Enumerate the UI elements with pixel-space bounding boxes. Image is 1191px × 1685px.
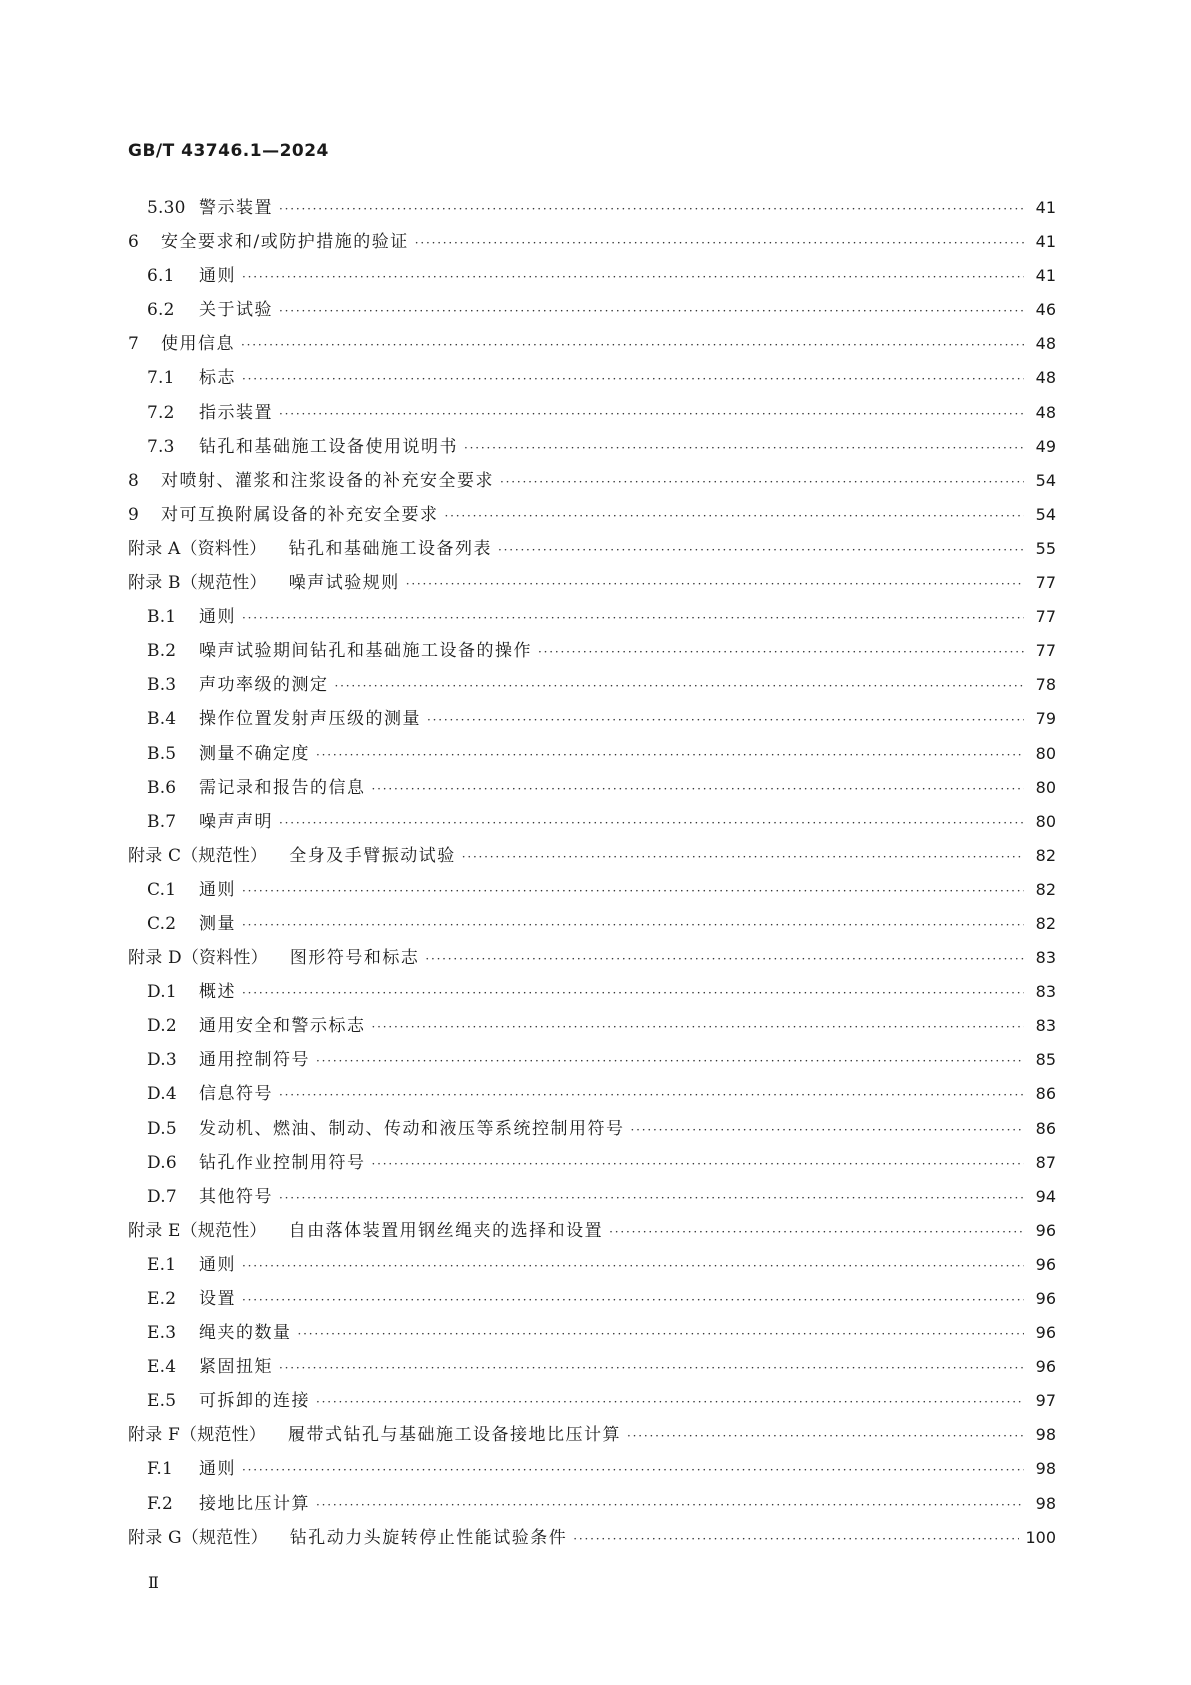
toc-entry-page: 78 [1035, 675, 1056, 695]
toc-entry[interactable] [128, 773, 1056, 807]
toc-entry[interactable] [128, 1454, 1056, 1488]
toc-entry-title: 绳夹的数量 [199, 1323, 292, 1344]
toc-entry-number: 附录 F（规范性） [128, 1425, 266, 1446]
toc-entry[interactable] [128, 1386, 1056, 1420]
toc-dot-leader [372, 782, 1025, 796]
toc-entry[interactable] [128, 500, 1056, 534]
toc-entry[interactable] [128, 1114, 1056, 1148]
toc-entry-title: 信息符号 [199, 1084, 273, 1105]
toc-dot-leader [242, 372, 1024, 386]
toc-entry-page: 54 [1035, 504, 1056, 524]
toc-entry-page: 96 [1035, 1254, 1056, 1274]
toc-entry-number: B.1 [147, 607, 177, 628]
toc-entry-title: 设置 [199, 1289, 236, 1309]
toc-dot-leader [464, 441, 1024, 455]
toc-dot-leader [627, 1429, 1024, 1443]
toc-entry-number: F.1 [147, 1459, 173, 1480]
toc-entry-page: 98 [1035, 1493, 1056, 1513]
toc-entry-page: 79 [1035, 709, 1056, 729]
toc-entry[interactable] [128, 875, 1056, 909]
toc-entry-page: 77 [1035, 641, 1056, 661]
toc-entry-page: 96 [1035, 1220, 1056, 1240]
toc-entry[interactable] [128, 1011, 1056, 1045]
toc-entry-number: E.2 [147, 1289, 177, 1309]
toc-entry[interactable] [128, 1318, 1056, 1352]
toc-entry-page: 98 [1035, 1459, 1056, 1479]
toc-entry-number: 8 [128, 470, 140, 491]
toc-entry-page: 83 [1035, 982, 1056, 1002]
toc-entry-number: 7 [128, 334, 140, 355]
toc-entry-title: 使用信息 [161, 334, 235, 355]
toc-dot-leader [316, 1395, 1024, 1409]
toc-entry[interactable] [128, 1352, 1056, 1386]
toc-entry[interactable] [128, 534, 1056, 568]
toc-entry-title: 通则 [199, 266, 236, 287]
toc-entry-page: 77 [1035, 573, 1056, 593]
toc-dot-leader [279, 816, 1024, 830]
document-header: GB/T 43746.1—2024 [128, 141, 329, 161]
toc-entry-title: 通则 [199, 1254, 236, 1275]
toc-dot-leader [538, 645, 1024, 659]
toc-dot-leader [316, 1498, 1024, 1512]
toc-entry-page: 82 [1035, 913, 1056, 933]
toc-entry[interactable] [128, 977, 1056, 1011]
toc-entry[interactable] [128, 1148, 1056, 1182]
toc-entry[interactable] [128, 432, 1056, 466]
toc-entry-number: 9 [128, 504, 140, 525]
toc-entry[interactable] [128, 1250, 1056, 1284]
toc-dot-leader [425, 952, 1024, 966]
toc-dot-leader [372, 1157, 1025, 1171]
toc-entry-page: 86 [1035, 1118, 1056, 1138]
toc-entry-title: 可拆卸的连接 [199, 1391, 310, 1412]
toc-entry-page: 41 [1035, 198, 1056, 217]
toc-entry-number: 5.30 [147, 198, 186, 218]
toc-dot-leader [500, 475, 1024, 489]
toc-entry-title: 紧固扭矩 [199, 1357, 273, 1378]
toc-entry-number: E.4 [147, 1357, 177, 1378]
toc-entry[interactable] [128, 670, 1056, 704]
toc-entry-page: 87 [1035, 1152, 1056, 1172]
toc-entry-number: 6.2 [147, 300, 175, 321]
toc-entry-title: 通则 [199, 1459, 236, 1480]
toc-dot-leader [242, 918, 1024, 932]
toc-entry-number: D.6 [147, 1152, 177, 1173]
toc-entry-page: 98 [1035, 1425, 1056, 1445]
toc-entry-number: B.5 [147, 743, 177, 764]
toc-entry[interactable] [128, 193, 1056, 227]
toc-dot-leader [316, 1054, 1024, 1068]
toc-entry-page: 55 [1035, 538, 1056, 558]
toc-entry-page: 86 [1035, 1084, 1056, 1104]
toc-entry-number: 7.3 [147, 436, 175, 457]
toc-entry-number: B.3 [147, 675, 177, 696]
toc-entry-title: 自由落体装置用钢丝绳夹的选择和设置 [288, 1220, 604, 1241]
toc-dot-leader [242, 1293, 1024, 1307]
toc-entry-number: D.2 [147, 1016, 177, 1037]
toc-entry[interactable] [128, 1045, 1056, 1079]
toc-entry-number: D.5 [147, 1118, 177, 1139]
toc-entry-title: 通则 [199, 607, 236, 628]
toc-entry[interactable] [128, 398, 1056, 432]
toc-entry[interactable] [128, 943, 1056, 977]
toc-dot-leader [242, 270, 1024, 284]
toc-entry-page: 41 [1035, 232, 1056, 252]
toc-entry-title: 需记录和报告的信息 [199, 777, 366, 798]
toc-entry[interactable] [128, 568, 1056, 602]
toc-entry-number: D.1 [147, 982, 177, 1003]
toc-entry-number: 附录 G（规范性） [128, 1527, 268, 1548]
toc-entry-title: 对喷射、灌浆和注浆设备的补充安全要求 [161, 470, 494, 491]
toc-entry[interactable] [128, 841, 1056, 875]
toc-entry-number: E.1 [147, 1254, 177, 1275]
toc-entry[interactable] [128, 227, 1056, 261]
toc-entry-title: 通用安全和警示标志 [199, 1016, 366, 1037]
toc-dot-leader [609, 1225, 1024, 1239]
toc-dot-leader [316, 748, 1024, 762]
toc-entry-title: 钻孔和基础施工设备列表 [288, 538, 492, 559]
toc-dot-leader [279, 407, 1024, 421]
toc-entry-number: D.3 [147, 1050, 177, 1071]
toc-entry-page: 80 [1035, 743, 1056, 763]
toc-dot-leader [279, 202, 1024, 216]
toc-dot-leader [242, 884, 1024, 898]
toc-entry-title: 噪声试验规则 [288, 573, 400, 594]
toc-entry-page: 48 [1035, 368, 1056, 388]
toc-entry[interactable] [128, 1489, 1056, 1523]
toc-entry-title: 通则 [199, 879, 236, 900]
toc-entry-page: 48 [1035, 334, 1056, 354]
toc-entry[interactable] [128, 466, 1056, 500]
toc-entry-page: 94 [1035, 1186, 1056, 1206]
toc-dot-leader [279, 1191, 1024, 1205]
toc-entry-title: 指示装置 [199, 402, 273, 423]
toc-dot-leader [445, 509, 1025, 523]
toc-entry-title: 安全要求和/或防护措施的验证 [161, 232, 409, 253]
toc-entry[interactable] [128, 739, 1056, 773]
toc-entry-page: 54 [1035, 470, 1056, 490]
page-number: Ⅱ [148, 1573, 159, 1592]
toc-entry-title: 钻孔作业控制用符号 [199, 1152, 366, 1173]
toc-entry-title: 钻孔动力头旋转停止性能试验条件 [289, 1527, 568, 1548]
toc-dot-leader [242, 1259, 1024, 1273]
toc-entry-title: 钻孔和基础施工设备使用说明书 [199, 436, 458, 457]
toc-dot-leader [279, 1361, 1024, 1375]
toc-entry-number: D.7 [147, 1186, 177, 1207]
toc-entry-page: 85 [1035, 1050, 1056, 1070]
toc-entry[interactable] [128, 909, 1056, 943]
toc-entry-number: 附录 E（规范性） [128, 1220, 267, 1241]
toc-entry-title: 声功率级的测定 [199, 675, 329, 696]
toc-entry-title: 警示装置 [199, 198, 273, 218]
toc-entry-number: B.4 [147, 709, 177, 730]
toc-entry-number: B.7 [147, 811, 177, 832]
toc-entry[interactable] [128, 261, 1056, 295]
toc-entry[interactable] [128, 807, 1056, 841]
toc-entry-page: 80 [1035, 777, 1056, 797]
toc-dot-leader [631, 1123, 1025, 1137]
toc-entry[interactable] [128, 329, 1056, 363]
toc-entry-title: 接地比压计算 [199, 1493, 310, 1514]
toc-dot-leader [573, 1532, 1019, 1546]
toc-entry-page: 100 [1025, 1527, 1056, 1547]
toc-entry[interactable] [128, 1284, 1056, 1318]
toc-dot-leader [242, 1463, 1024, 1477]
toc-entry-number: 6.1 [147, 266, 175, 287]
toc-entry-number: E.5 [147, 1391, 177, 1412]
toc-entry-page: 48 [1035, 402, 1056, 422]
toc-entry-number: 7.1 [147, 368, 175, 389]
toc-entry[interactable] [128, 636, 1056, 670]
toc-entry-page: 80 [1035, 811, 1056, 831]
toc-entry-title: 概述 [199, 982, 236, 1003]
toc-dot-leader [415, 236, 1024, 250]
toc-entry[interactable] [128, 363, 1056, 397]
toc-entry-number: E.3 [147, 1323, 177, 1344]
toc-entry-number: B.6 [147, 777, 177, 798]
toc-entry[interactable] [128, 1523, 1056, 1557]
toc-entry-number: 附录 D（资料性） [128, 948, 268, 969]
toc-dot-leader [406, 577, 1024, 591]
toc-entry[interactable] [128, 704, 1056, 738]
toc-entry-title: 操作位置发射声压级的测量 [199, 709, 421, 730]
toc-dot-leader [242, 986, 1024, 1000]
toc-dot-leader [241, 338, 1024, 352]
toc-entry-number: 6 [128, 232, 140, 253]
toc-entry-title: 标志 [199, 368, 236, 389]
toc-dot-leader [298, 1327, 1025, 1341]
toc-entry-title: 发动机、燃油、制动、传动和液压等系统控制用符号 [199, 1118, 625, 1139]
toc-entry-number: 附录 B（规范性） [128, 573, 267, 594]
toc-entry-number: B.2 [147, 641, 177, 662]
toc-entry-number: D.4 [147, 1084, 177, 1105]
toc-dot-leader [279, 1088, 1024, 1102]
toc-dot-leader [498, 543, 1024, 557]
toc-entry-title: 对可互换附属设备的补充安全要求 [161, 504, 439, 525]
toc-dot-leader [372, 1020, 1025, 1034]
toc-entry-number: 附录 C（规范性） [128, 845, 268, 866]
toc-dot-leader [242, 611, 1024, 625]
toc-entry[interactable] [128, 1079, 1056, 1113]
toc-entry-page: 82 [1035, 879, 1056, 899]
toc-entry[interactable] [128, 1420, 1056, 1454]
toc-entry-page: 77 [1035, 607, 1056, 627]
toc-entry[interactable] [128, 1216, 1056, 1250]
toc-entry-page: 49 [1035, 436, 1056, 456]
table-of-contents [128, 193, 1056, 1557]
toc-entry-title: 图形符号和标志 [289, 948, 420, 969]
toc-entry-title: 通用控制符号 [199, 1050, 310, 1071]
toc-entry[interactable] [128, 295, 1056, 329]
toc-entry-page: 96 [1035, 1323, 1056, 1343]
toc-entry-page: 41 [1035, 266, 1056, 286]
toc-entry-number: 附录 A（资料性） [128, 538, 267, 559]
toc-entry-number: 7.2 [147, 402, 175, 423]
toc-dot-leader [427, 713, 1024, 727]
toc-entry-page: 96 [1035, 1357, 1056, 1377]
toc-entry-title: 测量 [199, 913, 236, 934]
toc-entry[interactable] [128, 602, 1056, 636]
toc-dot-leader [462, 850, 1024, 864]
toc-entry-page: 46 [1035, 300, 1056, 320]
toc-entry-page: 83 [1035, 1016, 1056, 1036]
toc-entry-page: 96 [1035, 1289, 1056, 1308]
toc-entry-number: C.1 [147, 879, 177, 900]
toc-entry-page: 82 [1035, 845, 1056, 865]
toc-entry-title: 全身及手臂振动试验 [289, 845, 456, 866]
toc-entry-title: 噪声试验期间钻孔和基础施工设备的操作 [199, 641, 532, 662]
toc-entry-page: 83 [1035, 948, 1056, 968]
toc-entry-title: 关于试验 [199, 300, 273, 321]
toc-entry[interactable] [128, 1182, 1056, 1216]
toc-entry-title: 其他符号 [199, 1186, 273, 1207]
toc-entry-title: 测量不确定度 [199, 743, 310, 764]
toc-entry-page: 97 [1035, 1391, 1056, 1411]
toc-dot-leader [335, 679, 1025, 693]
toc-entry-title: 履带式钻孔与基础施工设备接地比压计算 [288, 1425, 621, 1446]
toc-dot-leader [279, 304, 1024, 318]
toc-entry-number: F.2 [147, 1493, 173, 1514]
toc-entry-title: 噪声声明 [199, 811, 273, 832]
toc-entry-number: C.2 [147, 913, 177, 934]
